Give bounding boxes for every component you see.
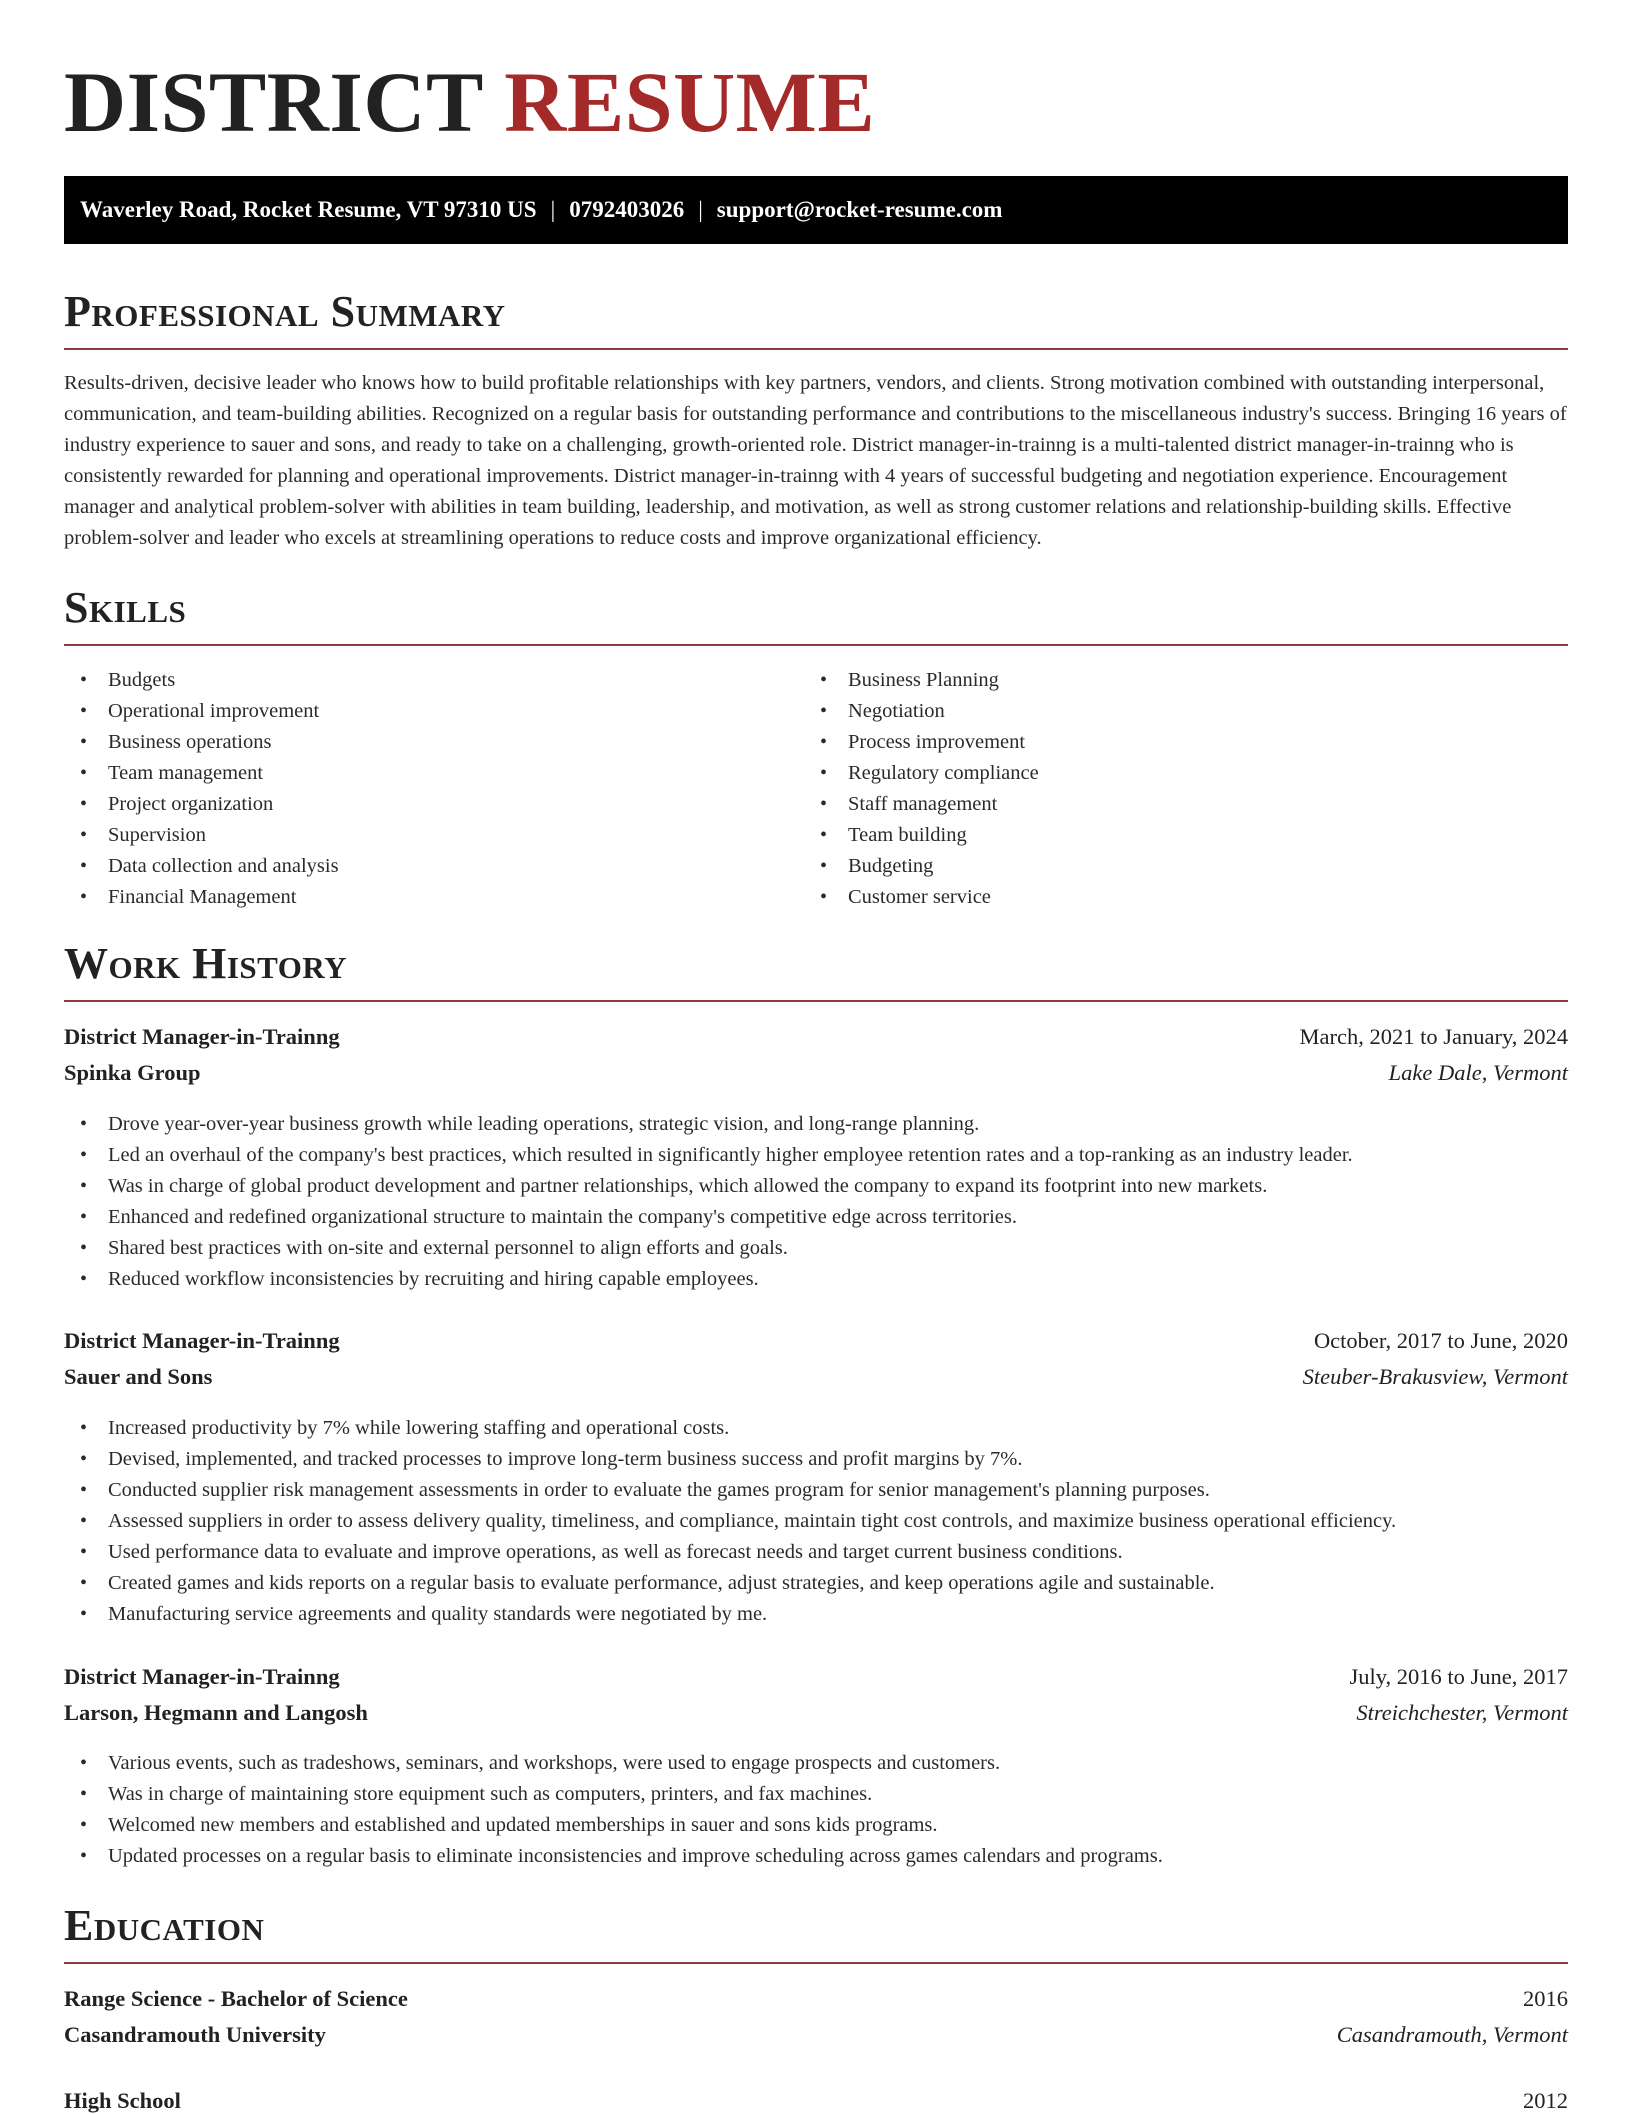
graduation-year: 2012 bbox=[1523, 2088, 1568, 2113]
company-name: Sauer and Sons bbox=[64, 1364, 213, 1389]
skill-item: • Budgeting bbox=[804, 851, 1544, 882]
skill-item: • Team management bbox=[64, 758, 804, 789]
separator: | bbox=[550, 197, 556, 222]
education-header bbox=[64, 2088, 1568, 2114]
job-subheader bbox=[64, 1364, 1568, 1390]
job-bullet: • Created games and kids reports on a regular basis to evaluate performance, adjust strategies, and keep operations agile and sustainable. bbox=[64, 1568, 1568, 1599]
contact-bar bbox=[64, 176, 1568, 244]
skill-item: • Staff management bbox=[804, 789, 1544, 820]
school-location: Casandramouth, Vermont bbox=[1336, 2022, 1568, 2047]
education-header bbox=[64, 1986, 1568, 2012]
address: Waverley Road, Rocket Resume, VT 97310 US bbox=[80, 197, 537, 222]
job-bullet: • Shared best practices with on-site and external personnel to align efforts and goals. bbox=[64, 1233, 1568, 1264]
skill-item: • Business Planning bbox=[804, 665, 1544, 696]
job-bullet: • Updated processes on a regular basis to eliminate inconsistencies and improve scheduling across games calendars and programs. bbox=[64, 1841, 1568, 1872]
degree: Range Science - Bachelor of Science bbox=[64, 1986, 408, 2011]
skill-item: • Team building bbox=[804, 820, 1544, 851]
job-subheader bbox=[64, 1060, 1568, 1086]
email-link[interactable]: support@rocket-resume.com bbox=[716, 197, 1003, 222]
job-header bbox=[64, 1664, 1568, 1690]
summary-heading: Professional Summary bbox=[64, 284, 1568, 350]
job-bullet: • Was in charge of global product development and partner relationships, which allowed the company to expand its footprint into new markets. bbox=[64, 1171, 1568, 1202]
job-dates: October, 2017 to June, 2020 bbox=[1313, 1328, 1568, 1353]
job-bullet: • Increased productivity by 7% while lowering staffing and operational costs. bbox=[64, 1413, 1568, 1444]
separator: | bbox=[698, 197, 703, 222]
job-bullet: • Enhanced and redefined organizational structure to maintain the company's competitive edge across territories. bbox=[64, 1202, 1568, 1233]
job-dates: July, 2016 to June, 2017 bbox=[1349, 1664, 1568, 1689]
job-bullet: • Various events, such as tradeshows, seminars, and workshops, were used to engage prospects and customers. bbox=[64, 1748, 1568, 1779]
job-header bbox=[64, 1024, 1568, 1050]
skills-list-right bbox=[804, 665, 1544, 913]
skill-item: • Data collection and analysis bbox=[64, 851, 804, 882]
job-bullet: • Led an overhaul of the company's best practices, which resulted in significantly higher employee retention rates and a top-ranking as an industry leader. bbox=[64, 1140, 1568, 1171]
company-name: Spinka Group bbox=[64, 1060, 201, 1085]
job-bullet: • Assessed suppliers in order to assess delivery quality, timeliness, and compliance, maintain tight cost controls, and maximize business operational efficiency. bbox=[64, 1506, 1568, 1537]
candidate-name bbox=[64, 52, 875, 152]
skill-item: • Supervision bbox=[64, 820, 804, 851]
skills-heading: Skills bbox=[64, 580, 1568, 646]
job-bullets bbox=[64, 1413, 1568, 1630]
school-name: Casandramouth University bbox=[64, 2022, 326, 2047]
education-heading: Education bbox=[64, 1898, 1568, 1964]
job-header bbox=[64, 1328, 1568, 1354]
job-bullet: • Conducted supplier risk management assessments in order to evaluate the games program for senior management's planning purposes. bbox=[64, 1475, 1568, 1506]
job-location: Streichchester, Vermont bbox=[1356, 1700, 1568, 1725]
work-history-heading: Work History bbox=[64, 936, 1568, 1002]
last-name: RESUME bbox=[504, 54, 876, 150]
skill-item: • Financial Management bbox=[64, 882, 804, 913]
job-bullet: • Reduced workflow inconsistencies by recruiting and hiring capable employees. bbox=[64, 1264, 1568, 1295]
job-dates: March, 2021 to January, 2024 bbox=[1299, 1024, 1568, 1049]
job-bullet: • Manufacturing service agreements and quality standards were negotiated by me. bbox=[64, 1599, 1568, 1630]
job-bullet: • Used performance data to evaluate and improve operations, as well as forecast needs and target current business conditions. bbox=[64, 1537, 1568, 1568]
job-bullets bbox=[64, 1748, 1568, 1872]
skill-item: • Negotiation bbox=[804, 696, 1544, 727]
skill-item: • Customer service bbox=[804, 882, 1544, 913]
job-bullet: • Drove year-over-year business growth while leading operations, strategic vision, and long-range planning. bbox=[64, 1109, 1568, 1140]
job-title: District Manager-in-Trainng bbox=[64, 1664, 340, 1689]
job-bullet: • Devised, implemented, and tracked processes to improve long-term business success and profit margins by 7%. bbox=[64, 1444, 1568, 1475]
summary-text: Results-driven, decisive leader who knows how to build profitable relationships with key partners, vendors, and clients. Strong motivation combined with outstanding interpersonal, communication, and team-building abilities. Recognized on a regular basis for outstanding performance and contributions to the miscellaneous industry's success. Bringing 16 years of industry experience to sauer and sons, and ready to take on a challenging, growth-oriented role. District manager-in-trainng is a multi-talented district manager-in-trainng who is consistently rewarded for planning and operational improvements. District manager-in-trainng with 4 years of successful budgeting and negotiation experience. Encouragement manager and analytical problem-solver with abilities in team building, leadership, and motivation, as well as strong customer relations and relationship-building skills. Effective problem-solver and leader who excels at streamlining operations to reduce costs and improve organizational efficiency. bbox=[64, 372, 1567, 549]
job-subheader bbox=[64, 1700, 1568, 1726]
job-title: District Manager-in-Trainng bbox=[64, 1328, 340, 1353]
education-subheader bbox=[64, 2022, 1568, 2048]
graduation-year: 2016 bbox=[1523, 1986, 1568, 2011]
skill-item: • Regulatory compliance bbox=[804, 758, 1544, 789]
first-name: DISTRICT bbox=[64, 54, 483, 150]
company-name: Larson, Hegmann and Langosh bbox=[64, 1700, 368, 1725]
degree: High School bbox=[64, 2088, 181, 2113]
job-location: Lake Dale, Vermont bbox=[1388, 1060, 1568, 1085]
job-title: District Manager-in-Trainng bbox=[64, 1024, 340, 1049]
skill-item: • Operational improvement bbox=[64, 696, 804, 727]
skills-list-left bbox=[64, 665, 804, 913]
job-bullet: • Welcomed new members and established and updated memberships in sauer and sons kids programs. bbox=[64, 1810, 1568, 1841]
job-location: Steuber-Brakusview, Vermont bbox=[1302, 1364, 1568, 1389]
skill-item: • Project organization bbox=[64, 789, 804, 820]
phone[interactable]: 0792403026 bbox=[569, 197, 685, 222]
skill-item: • Budgets bbox=[64, 665, 804, 696]
job-bullet: • Was in charge of maintaining store equipment such as computers, printers, and fax machines. bbox=[64, 1779, 1568, 1810]
skill-item: • Business operations bbox=[64, 727, 804, 758]
skill-item: • Process improvement bbox=[804, 727, 1544, 758]
job-bullets bbox=[64, 1109, 1568, 1295]
